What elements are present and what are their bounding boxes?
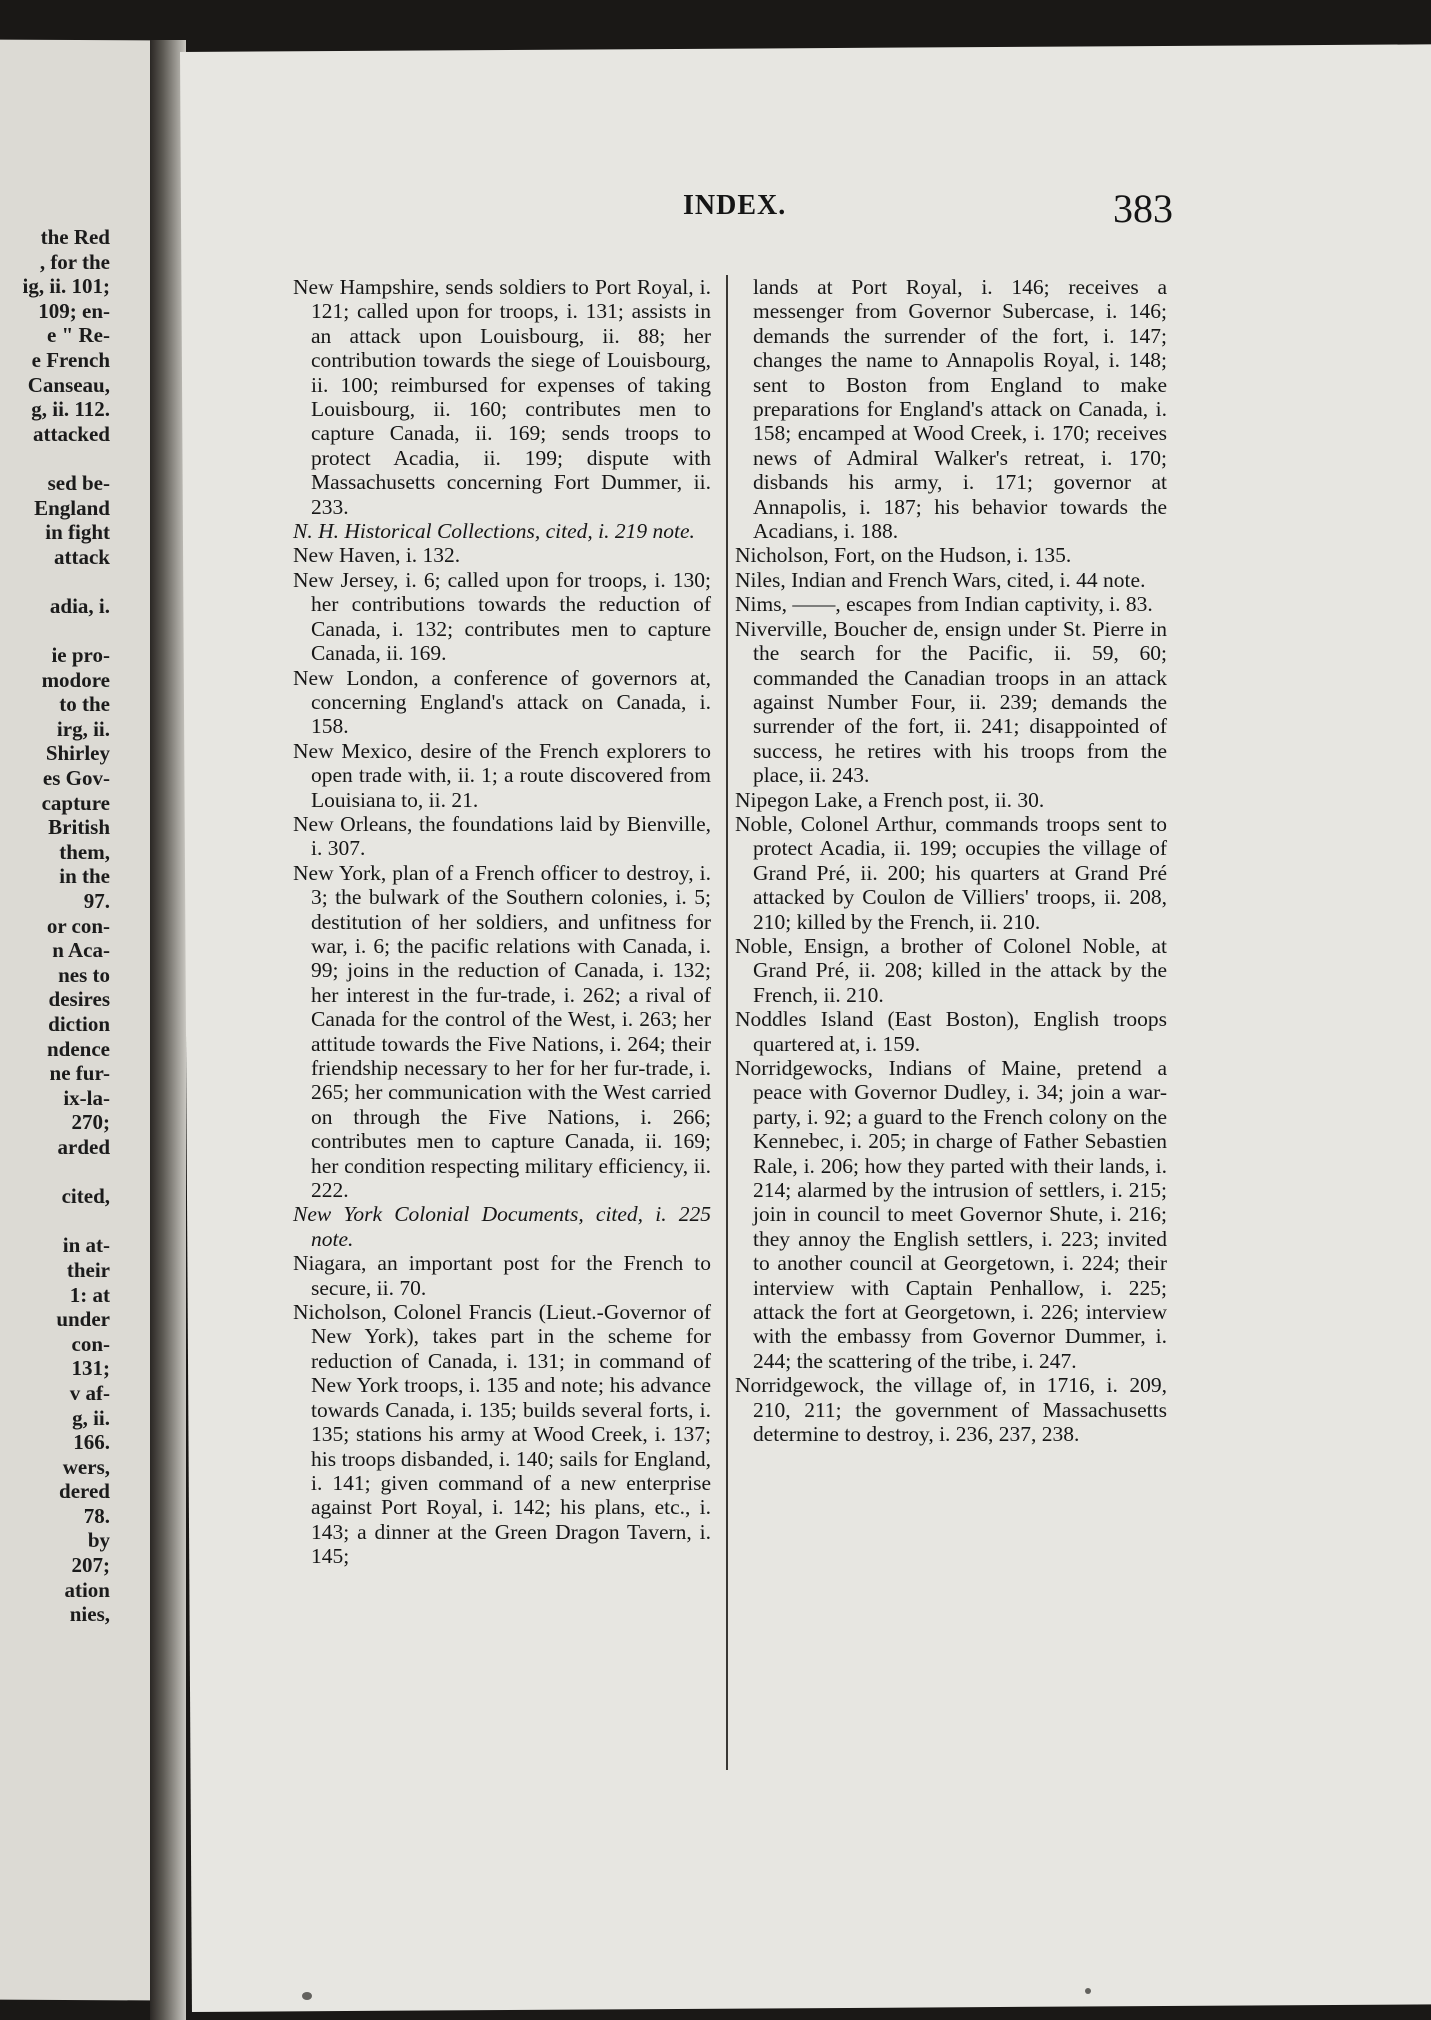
index-entry: Niverville, Boucher de, ensign under St. Pierre in the search for the Pacific, ii. 59, 60; commanded the Canadian troops in an attack against Number Four, ii. 239; demands the surrender of the fort, ii. 241; disappointed of success, he retires with his troops from the place, ii. 243. xyxy=(735,616,1167,788)
scan-smudge xyxy=(1085,1988,1091,1994)
index-entry: New Hampshire, sends soldiers to Port Royal, i. 121; called upon for troops, i. 131; assists in an attack upon Louisbourg, ii. 88; her contribution towards the siege of Louisbourg, ii. 100; reimbursed for expenses of taking Louisbourg, ii. 160; contributes men to capture Canada, ii. 169; sends troops to protect Acadia, ii. 199; dispute with Massachusetts concerning Fort Dummer, ii. 233. xyxy=(293,275,711,519)
index-entry: New London, a conference of governors at, concerning England's attack on Canada, i. 158. xyxy=(293,665,711,739)
index-entry: N. H. Historical Collections, cited, i. 219 note. xyxy=(293,519,695,544)
index-entry: Nims, ——, escapes from Indian captivity, i. 83. xyxy=(735,592,1153,617)
index-entry: Noddles Island (East Boston), English troops quartered at, i. 159. xyxy=(735,1007,1167,1056)
index-entry: New York, plan of a French officer to destroy, i. 3; the bulwark of the Southern colonies, i. 5; destitution of her soldiers, and unfitness for war, i. 6; the pacific relations with Canada, i. 99; joins in the reduction of Canada, i. 132; her interest in the fur-trade, i. 262; a rival of Canada for the control of the West, i. 263; her attitude towards the Five Nations, i. 264; their friendship necessary to her for her fur-trade, i. 265; her communication with the West carried on through the Five Nations, i. 266; contributes men to capture Canada, ii. 169; her condition respecting military efficiency, ii. 222. xyxy=(293,860,711,1203)
column-divider xyxy=(726,275,728,1770)
index-entry: New Haven, i. 132. xyxy=(293,543,461,568)
index-entry: Nipegon Lake, a French post, ii. 30. xyxy=(735,787,1045,812)
index-entry: Niles, Indian and French Wars, cited, i. 44 note. xyxy=(735,567,1146,592)
index-column-right xyxy=(735,275,1167,1447)
index-entry: New Mexico, desire of the French explorers to open trade with, ii. 1; a route discovered from Louisiana to, ii. 21. xyxy=(293,738,711,812)
previous-page-text: the Red , for the ig, ii. 101; 109; en- e " Re- e French Canseau, g, ii. 112. attacked sed be- England in fight attack adia, i. ie pro- modore to the irg, ii. Shirley es Gov- capture British them, in the 97. or con- n Aca- nes to desires diction ndence ne fur- ix-la- 270; arded cited, in at- their 1: at under con- 131; v af- g, ii. 166. wers, dered 78. by 207; ation nies, xyxy=(22,225,110,1627)
index-entry: New Jersey, i. 6; called upon for troops, i. 130; her contributions towards the reduction of Canada, i. 132; contributes men to capture Canada, ii. 169. xyxy=(293,567,711,666)
index-entry: Nicholson, Colonel Francis (Lieut.-Governor of New York), takes part in the scheme for reduction of Canada, i. 131; in command of New York troops, i. 135 and note; his advance towards Canada, i. 135; builds several forts, i. 135; stations his army at Wood Creek, i. 137; his troops disbanded, i. 140; sails for England, i. 141; given command of a new enterprise against Port Royal, i. 142; his plans, etc., i. 143; a dinner at the Green Dragon Tavern, i. 145; xyxy=(293,1300,711,1569)
page-number: 383 xyxy=(1113,186,1173,231)
index-entry: Noble, Ensign, a brother of Colonel Noble, at Grand Pré, ii. 208; killed in the attack by the French, ii. 210. xyxy=(735,933,1167,1007)
index-entry: New York Colonial Documents, cited, i. 225 note. xyxy=(293,1202,711,1251)
index-entry: lands at Port Royal, i. 146; receives a messenger from Governor Subercase, i. 146; demands the surrender of the fort, i. 147; changes the name to Annapolis Royal, i. 148; sent to Boston from England to make preparations for England's attack on Canada, i. 158; encamped at Wood Creek, i. 170; receives news of Admiral Walker's retreat, i. 170; disbands his army, i. 171; governor at Annapolis, i. 187; his behavior towards the Acadians, i. 188. xyxy=(753,275,1167,544)
running-title: INDEX. xyxy=(683,190,787,221)
index-column-left xyxy=(293,275,711,1569)
index-entry: Nicholson, Fort, on the Hudson, i. 135. xyxy=(735,543,1072,568)
index-entry: Noble, Colonel Arthur, commands troops sent to protect Acadia, ii. 199; occupies the village of Grand Pré, ii. 200; his quarters at Grand Pré attacked by Coulon de Villiers' troops, ii. 208, 210; killed by the French, ii. 210. xyxy=(735,811,1167,934)
page-header xyxy=(0,186,1431,240)
book-gutter xyxy=(150,40,186,2020)
index-entry: Niagara, an important post for the French to secure, ii. 70. xyxy=(293,1251,711,1300)
index-entry: Norridgewock, the village of, in 1716, i. 209, 210, 211; the government of Massachusetts determine to destroy, i. 236, 237, 238. xyxy=(735,1373,1167,1447)
index-entry: Norridgewocks, Indians of Maine, pretend a peace with Governor Dudley, i. 34; join a war-party, i. 92; a guard to the French colony on the Kennebec, i. 205; in charge of Father Sebastien Rale, i. 206; how they parted with their lands, i. 214; alarmed by the intrusion of settlers, i. 215; join in council to meet Governor Shute, i. 216; they annoy the English settlers, i. 223; invited to another council at Georgetown, i. 224; their interview with Captain Penhallow, i. 225; attack the fort at Georgetown, i. 226; interview with the embassy from Governor Dummer, i. 244; the scattering of the tribe, i. 247. xyxy=(735,1056,1167,1373)
scan-smudge xyxy=(302,1992,312,2000)
index-entry: New Orleans, the foundations laid by Bienville, i. 307. xyxy=(293,811,711,861)
